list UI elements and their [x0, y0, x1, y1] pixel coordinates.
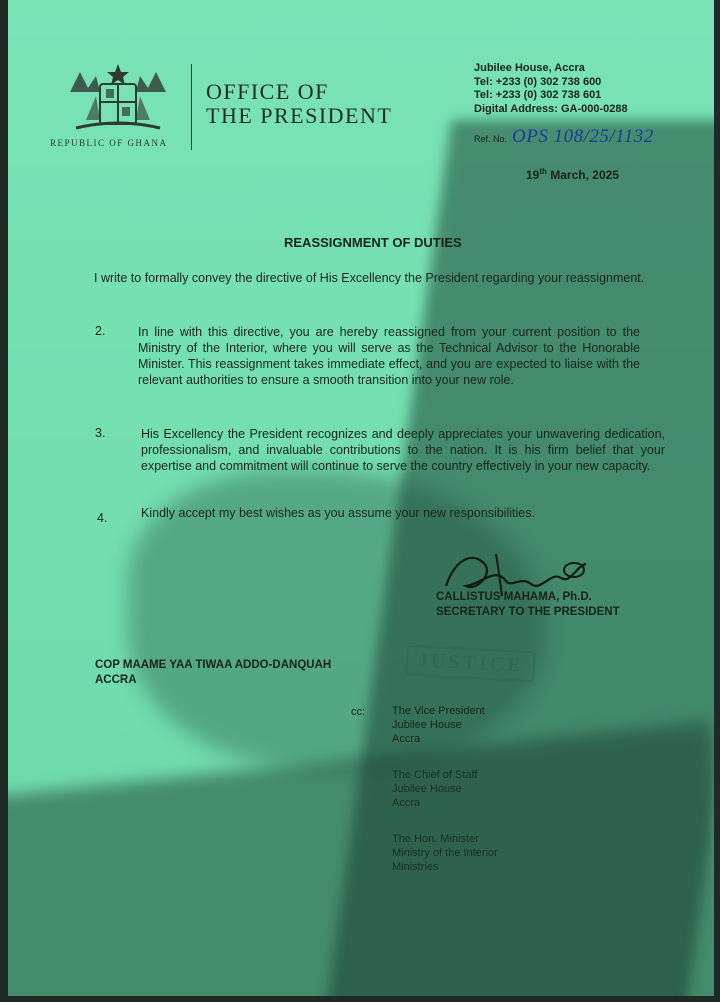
- cc-line: Accra: [392, 733, 421, 745]
- signatory-name: CALLISTUS MAHAMA, Ph.D.: [436, 591, 592, 603]
- recipient-city: ACCRA: [95, 674, 137, 686]
- signatory-block: [436, 590, 620, 620]
- date-day: 19: [526, 168, 540, 182]
- ref-number-handwritten: OPS 108/25/1132: [512, 126, 654, 147]
- cc-entry: [392, 704, 485, 746]
- paragraph-number-2: 2.: [95, 324, 106, 338]
- letter-subject: REASSIGNMENT OF DUTIES: [284, 235, 462, 250]
- ref-label: Ref. No.: [474, 134, 508, 144]
- date-suffix: th: [539, 167, 547, 176]
- intro-paragraph: I write to formally convey the directive of His Excellency the President regarding your reassignment.: [94, 271, 645, 285]
- recipient-block: [95, 658, 331, 688]
- cc-label: cc:: [351, 706, 366, 718]
- republic-label: REPUBLIC OF GHANA: [50, 138, 168, 148]
- cc-line: Jubilee House: [392, 719, 462, 731]
- letter-page: [8, 0, 714, 996]
- paragraph-4: Kindly accept my best wishes as you assume your new responsibilities.: [141, 506, 535, 520]
- header-divider: [191, 64, 192, 150]
- cc-line: The Vice President: [392, 705, 485, 717]
- watermark-stamp: JUSTICE: [405, 645, 536, 683]
- telephone-1: Tel: +233 (0) 302 738 600: [474, 75, 602, 88]
- office-title: [206, 80, 392, 128]
- digital-address: Digital Address: GA-000-0288: [474, 102, 628, 115]
- recipient-name: COP MAAME YAA TIWAA ADDO-DANQUAH: [95, 659, 332, 671]
- paragraph-2: In line with this directive, you are hereby reassigned from your current position to the Ministry of the Interior, where you will serve as the Technical Advisor to the Honorable Minister. This reassignment takes immediate effect, and you are expected to liaise with the relevant authorities to ensure a smooth transition into your new role.: [138, 325, 640, 387]
- address-block: [474, 62, 628, 116]
- office-title-line2: THE PRESIDENT: [206, 103, 393, 128]
- office-title-line1: OFFICE OF: [206, 79, 329, 104]
- telephone-2: Tel: +233 (0) 302 738 601: [474, 89, 602, 101]
- signatory-title: SECRETARY TO THE PRESIDENT: [436, 606, 620, 618]
- address-line: Jubilee House, Accra: [474, 62, 585, 74]
- paragraph-number-4: 4.: [97, 511, 108, 525]
- date-rest: March, 2025: [546, 168, 619, 182]
- letter-date: [526, 167, 619, 182]
- bottom-shadow: [8, 721, 714, 996]
- paragraph-number-3: 3.: [95, 426, 106, 440]
- paragraph-3: His Excellency the President recognizes and deeply appreciates your unwavering dedication, professionalism, and invaluable contributions to the nation. It is his firm belief that your expertise and commitment will continue to serve the country effectively in your new capacity.: [141, 427, 665, 473]
- coat-of-arms-emblem: [66, 62, 170, 134]
